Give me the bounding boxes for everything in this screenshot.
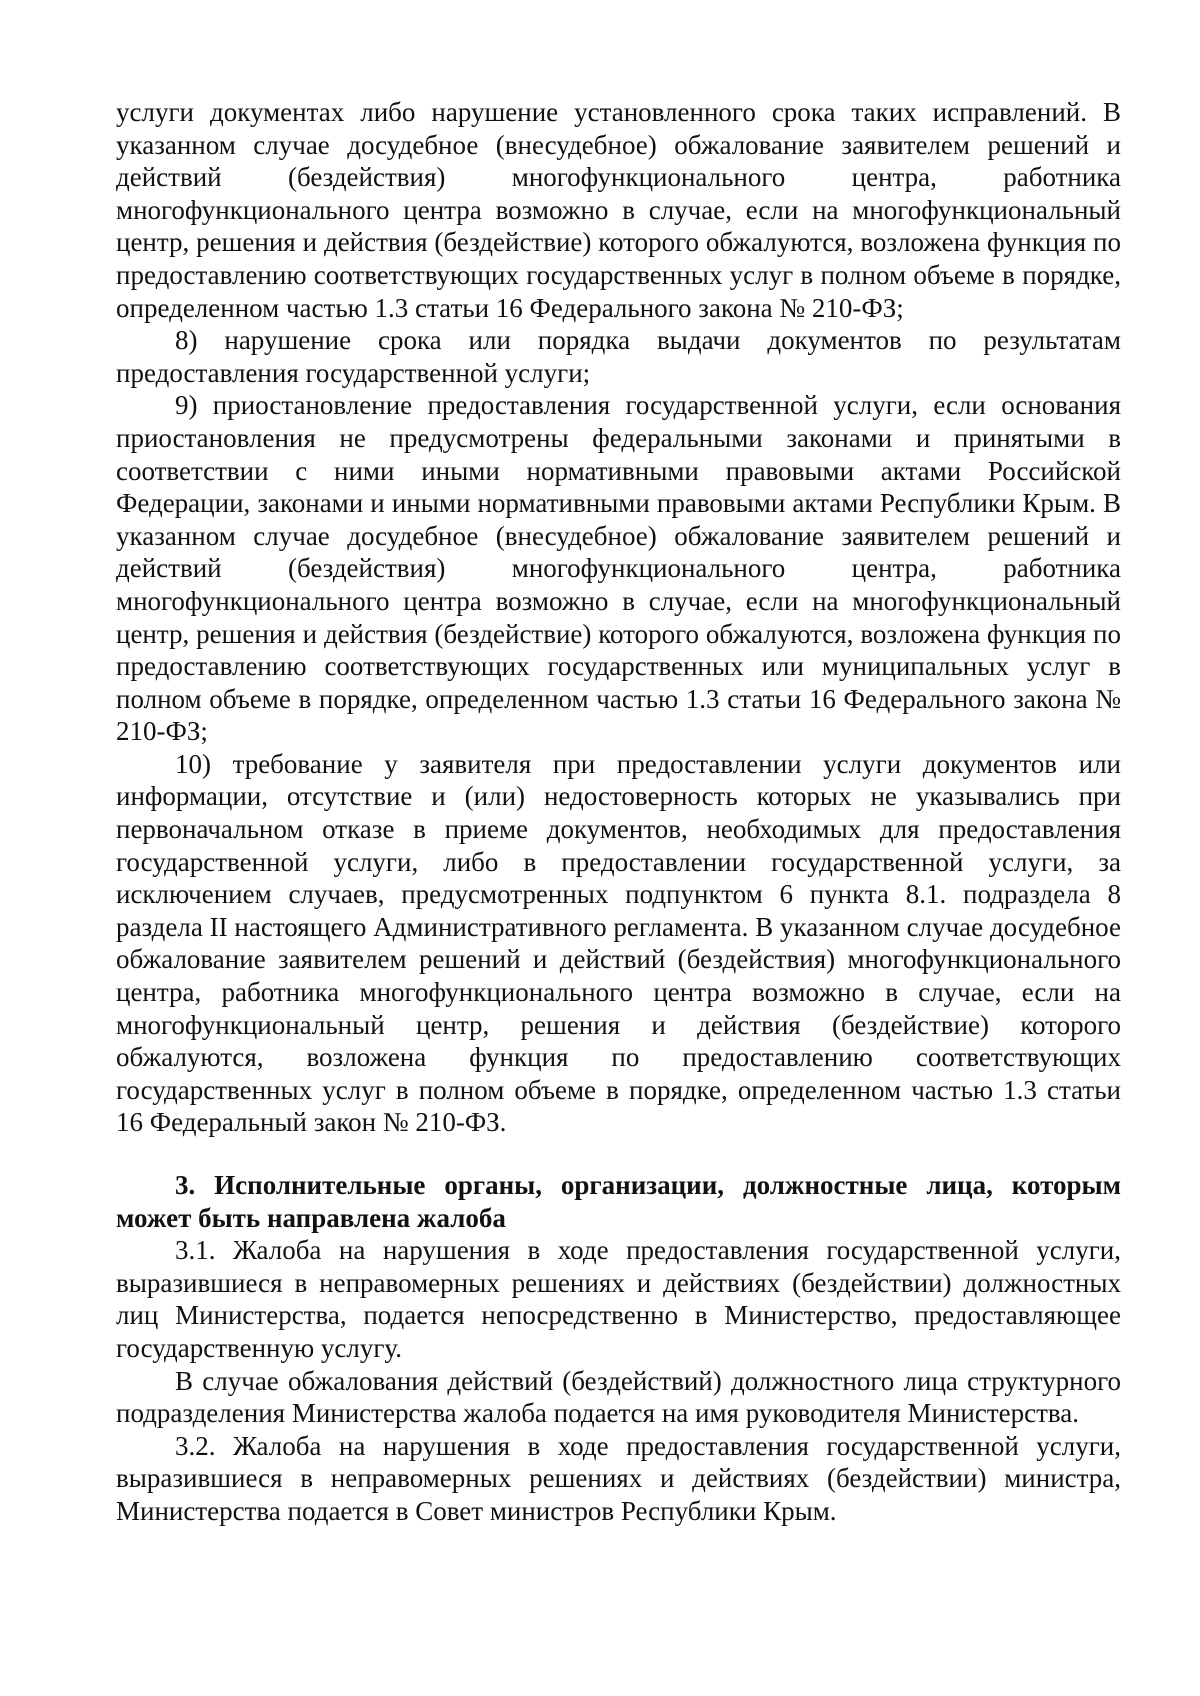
- paragraph-item-8: 8) нарушение срока или порядка выдачи документов по результатам предоставления государственной услуги;: [116, 325, 1121, 388]
- paragraph-3-2: 3.2. Жалоба на нарушения в ходе предоставления государственной услуги, выразившиеся в неправомерных решениях и действиях (бездействии) министра, Министерства подается в Совет министров Республики Крым.: [116, 1430, 1121, 1526]
- paragraph-continuation: услуги документах либо нарушение установленного срока таких исправлений. В указанном случае досудебное (внесудебное) обжалование заявителем решений и действий (бездействия) многофункционального центра, работника многофункционального центра возможно в случае, если на многофункциональный центр, решения и действия (бездействие) которого обжалуются, возложена функция по предоставлению соответствующих государственных услуг в полном объеме в порядке, определенном частью 1.3 статьи 16 Федерального закона № 210-ФЗ;: [116, 97, 1121, 323]
- paragraph-3-1: 3.1. Жалоба на нарушения в ходе предоставления государственной услуги, выразившиеся в неправомерных решениях и действиях (бездействии) должностных лиц Министерства, подается непосредственно в Министерство, предоставляющее государственную услугу.: [116, 1235, 1121, 1363]
- paragraph-3-1-note: В случае обжалования действий (бездействий) должностного лица структурного подразделения Министерства жалоба подается на имя руководителя Министерства.: [116, 1365, 1121, 1429]
- paragraph-item-9: 9) приостановление предоставления государственной услуги, если основания приостановления не предусмотрены федеральными законами и принятыми в соответствии с ними иными нормативными правовыми актами Российской Федерации, законами и иными нормативными правовыми актами Республики Крым. В указанном случае досудебное (внесудебное) обжалование заявителем решений и действий (бездействия) многофункционального центра, работника многофункционального центра возможно в случае, если на многофункциональный центр, решения и действия (бездействие) которого обжалуются, возложена функция по предоставлению соответствующих государственных или муниципальных услуг в полном объеме в порядке, определенном частью 1.3 статьи 16 Федерального закона № 210-ФЗ;: [116, 390, 1121, 747]
- paragraph-item-10: 10) требование у заявителя при предоставлении услуги документов или информации, отсутствие и (или) недостоверность которых не указывались при первоначальном отказе в приеме документов, необходимых для предоставления государственной услуги, либо в предоставлении государственной услуги, за исключением случаев, предусмотренных подпунктом 6 пункта 8.1. подраздела 8 раздела II настоящего Административного регламента. В указанном случае досудебное обжалование заявителем решений и действий (бездействия) многофункционального центра, работника многофункционального центра возможно в случае, если на многофункциональный центр, решения и действия (бездействие) которого обжалуются, возложена функция по предоставлению соответствующих государственных услуг в полном объеме в порядке, определенном частью 1.3 статьи 16 Федеральный закон № 210-ФЗ.: [116, 748, 1121, 1138]
- section-heading: 3. Исполнительные органы, организации, должностные лица, которым может быть направлена жалоба: [116, 1170, 1121, 1233]
- document-body: [116, 96, 1121, 1528]
